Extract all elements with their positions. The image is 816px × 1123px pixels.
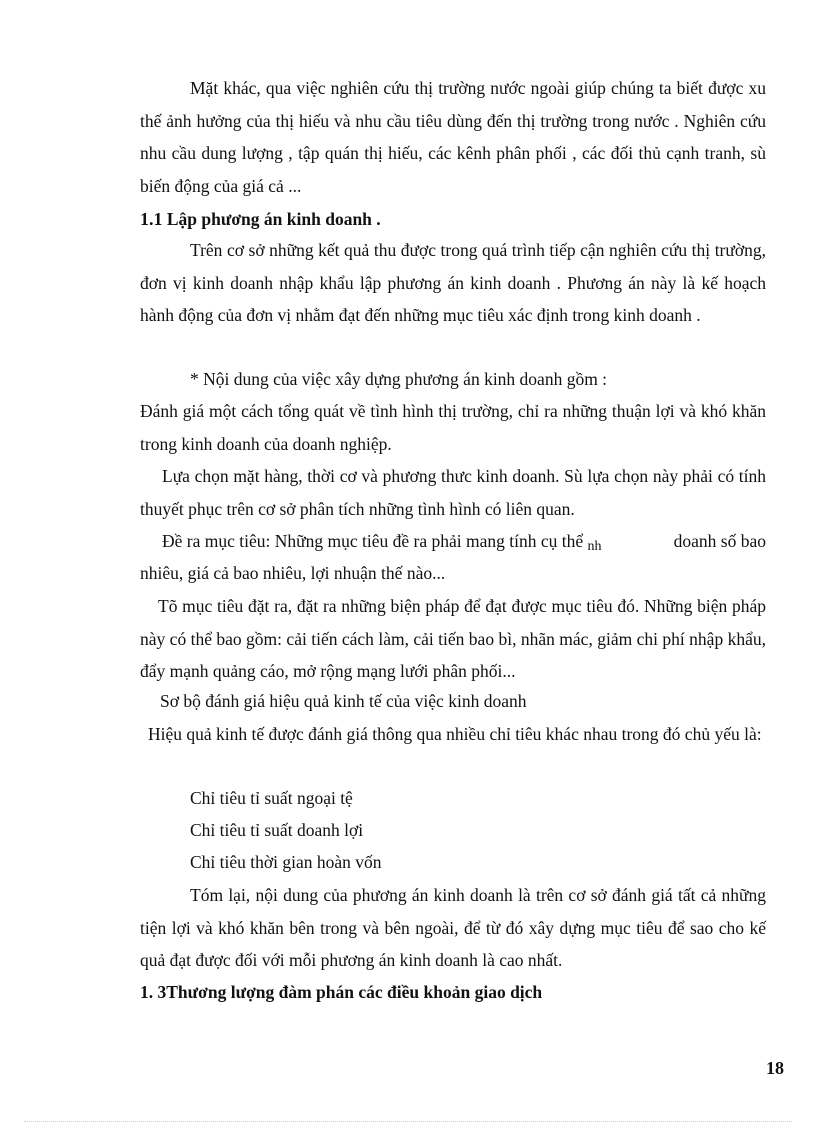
page-bottom-rule bbox=[24, 1121, 792, 1122]
heading-1-3: 1. 3Thương lượng đàm phán các điều khoản giao dịch bbox=[140, 982, 543, 1002]
paragraph-selection: Lựa chọn mặt hàng, thời cơ và phương thưc kinh doanh. Sù lựa chọn này phải có tính thuyết phục trên cơ sở phân tích những tình hình có liên quan. bbox=[140, 466, 766, 519]
list-item: Chỉ tiêu tỉ suất doanh lợi bbox=[190, 820, 364, 840]
goals-text-small: nh bbox=[587, 539, 602, 554]
paragraph-intro: Mặt khác, qua việc nghiên cứu thị trường nước ngoài giúp chúng ta biết được xu thế ảnh hưởng của thị hiếu và nhu cầu tiêu dùng đến thị trường trong nước . Nghiên cứu nhu cầu dung lượng , tập quán thị hiếu, các kênh phân phối , các đối thủ cạnh tranh, sù biến động của giá cả ... bbox=[140, 78, 766, 196]
page-number: 18 bbox=[766, 1058, 784, 1078]
paragraph-content-intro: * Nội dung của việc xây dựng phương án kinh doanh gồm : bbox=[190, 369, 608, 389]
paragraph-goals-line2: nhiêu, giá cả bao nhiêu, lợi nhuận thế nào... bbox=[140, 563, 446, 583]
paragraph-goals-line1 bbox=[162, 525, 766, 561]
paragraph-plan: Trên cơ sở những kết quả thu được trong quá trình tiếp cận nghiên cứu thị trường, đơn vị kinh doanh nhập khẩu lập phương án kinh doanh . Phương án này là kế hoạch hành động của đơn vị nhằm đạt đến những mục tiêu xác định trong kinh doanh . bbox=[140, 240, 766, 325]
heading-1-1 bbox=[140, 203, 381, 236]
paragraph-measures: Tõ mục tiêu đặt ra, đặt ra những biện pháp để đạt được mục tiêu đó. Những biện pháp này có thể bao gồm: cải tiến cách làm, cải tiến bao bì, nhãn mác, giảm chi phí nhập khẩu, đẩy mạnh quảng cáo, mở rộng mạng lưới phân phối... bbox=[140, 596, 766, 681]
paragraph-efficiency: Hiệu quả kinh tế được đánh giá thông qua nhiều chỉ tiêu khác nhau trong đó chủ yếu là: bbox=[148, 724, 762, 744]
heading-number: 1.1 bbox=[140, 209, 163, 229]
goals-text-a: Đề ra mục tiêu: Những mục tiêu đề ra phải mang tính cụ thể bbox=[162, 531, 584, 551]
heading-text: Lập phương án kinh doanh . bbox=[166, 209, 381, 229]
paragraph-summary: Tóm lại, nội dung của phương án kinh doanh là trên cơ sở đánh giá tất cả những tiện lợi và khó khăn bên trong và bên ngoài, để từ đó xây dựng mục tiêu để sao cho kế quả đạt được đối với mỗi phương án kinh doanh là cao nhất. bbox=[140, 885, 766, 970]
paragraph-assessment: Đánh giá một cách tổng quát về tình hình thị trường, chỉ ra những thuận lợi và khó khăn trong kinh doanh của doanh nghiệp. bbox=[140, 401, 766, 454]
paragraph-preliminary: Sơ bộ đánh giá hiệu quả kinh tế của việc kinh doanh bbox=[160, 691, 527, 711]
list-item: Chỉ tiêu tỉ suất ngoại tệ bbox=[190, 788, 353, 808]
list-item: Chỉ tiêu thời gian hoàn vốn bbox=[190, 852, 382, 872]
goals-text-b: doanh số bao bbox=[673, 531, 766, 551]
